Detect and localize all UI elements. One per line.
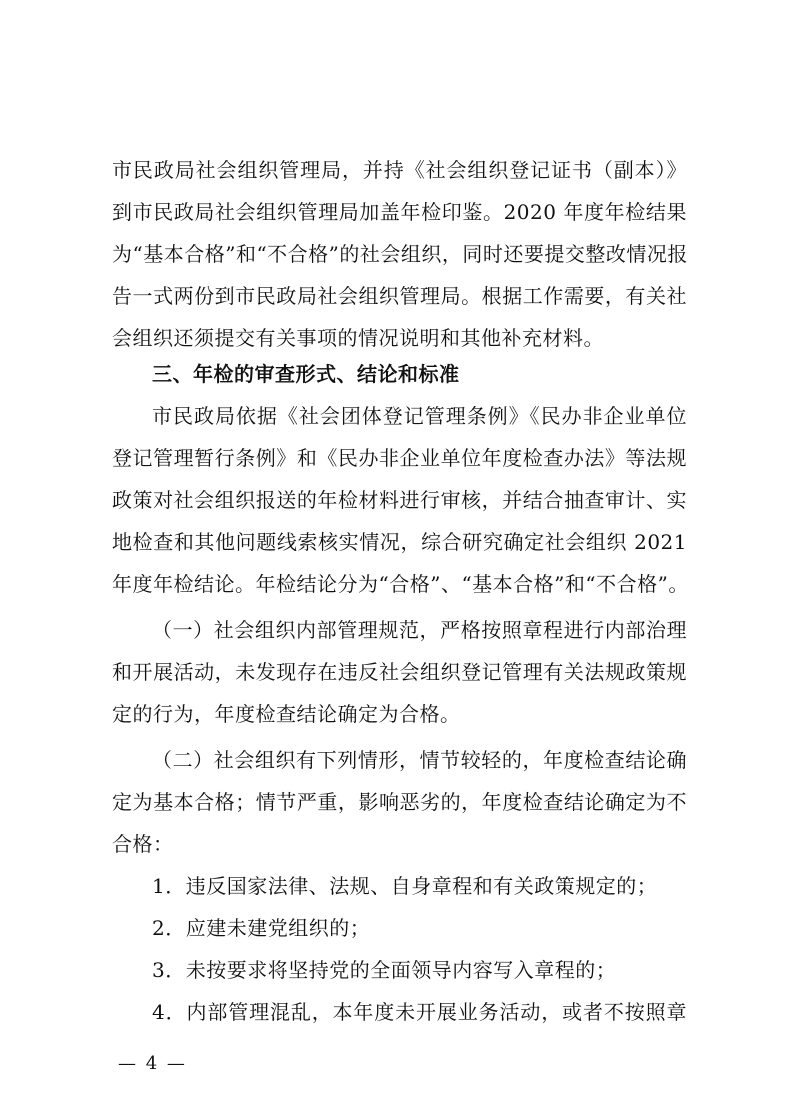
text-line: 合格： <box>112 832 174 856</box>
page-number: — 4 — <box>118 1053 187 1074</box>
text-line: 到市民政局社会组织管理局加盖年检印鉴。2020 年度年检结果 <box>112 200 687 224</box>
text-line: 会组织还须提交有关事项的情况说明和其他补充材料。 <box>112 326 604 350</box>
text-line: 市民政局依据《社会团体登记管理条例》《民办非企业单位 <box>152 404 687 428</box>
text-line: 市民政局社会组织管理局，并持《社会组织登记证书（副本）》 <box>112 158 687 182</box>
list-item: 2．应建未建党组织的； <box>152 916 371 940</box>
text-line: 和开展活动，未发现存在违反社会组织登记管理有关法规政策规 <box>112 660 687 684</box>
section-heading: 三、年检的审查形式、结论和标准 <box>152 362 460 386</box>
text-line: 为“基本合格”和“不合格”的社会组织，同时还要提交整改情况报 <box>112 242 688 266</box>
text-line: 地检查和其他问题线索核实情况，综合研究确定社会组织 2021 <box>112 530 687 554</box>
text-line: 年度年检结论。年检结论分为“合格”、“基本合格”和“不合格”。 <box>112 572 689 596</box>
text-line: 定的行为，年度检查结论确定为合格。 <box>112 702 461 726</box>
text-line: 告一式两份到市民政局社会组织管理局。根据工作需要，有关社 <box>112 284 687 308</box>
text-line: 定为基本合格；情节严重，影响恶劣的，年度检查结论确定为不 <box>112 790 687 814</box>
text-line: 政策对社会组织报送的年检材料进行审核，并结合抽查审计、实 <box>112 488 687 512</box>
text-line: 登记管理暂行条例》和《民办非企业单位年度检查办法》等法规 <box>112 446 687 470</box>
list-item: 4．内部管理混乱，本年度未开展业务活动，或者不按照章 <box>152 1000 687 1024</box>
text-line: （二）社会组织有下列情形，情节较轻的，年度检查结论确 <box>152 748 687 772</box>
text-line: （一）社会组织内部管理规范，严格按照章程进行内部治理 <box>152 618 687 642</box>
list-item: 3．未按要求将坚持党的全面领导内容写入章程的； <box>152 958 617 982</box>
list-item: 1．违反国家法律、法规、自身章程和有关政策规定的； <box>152 874 658 898</box>
